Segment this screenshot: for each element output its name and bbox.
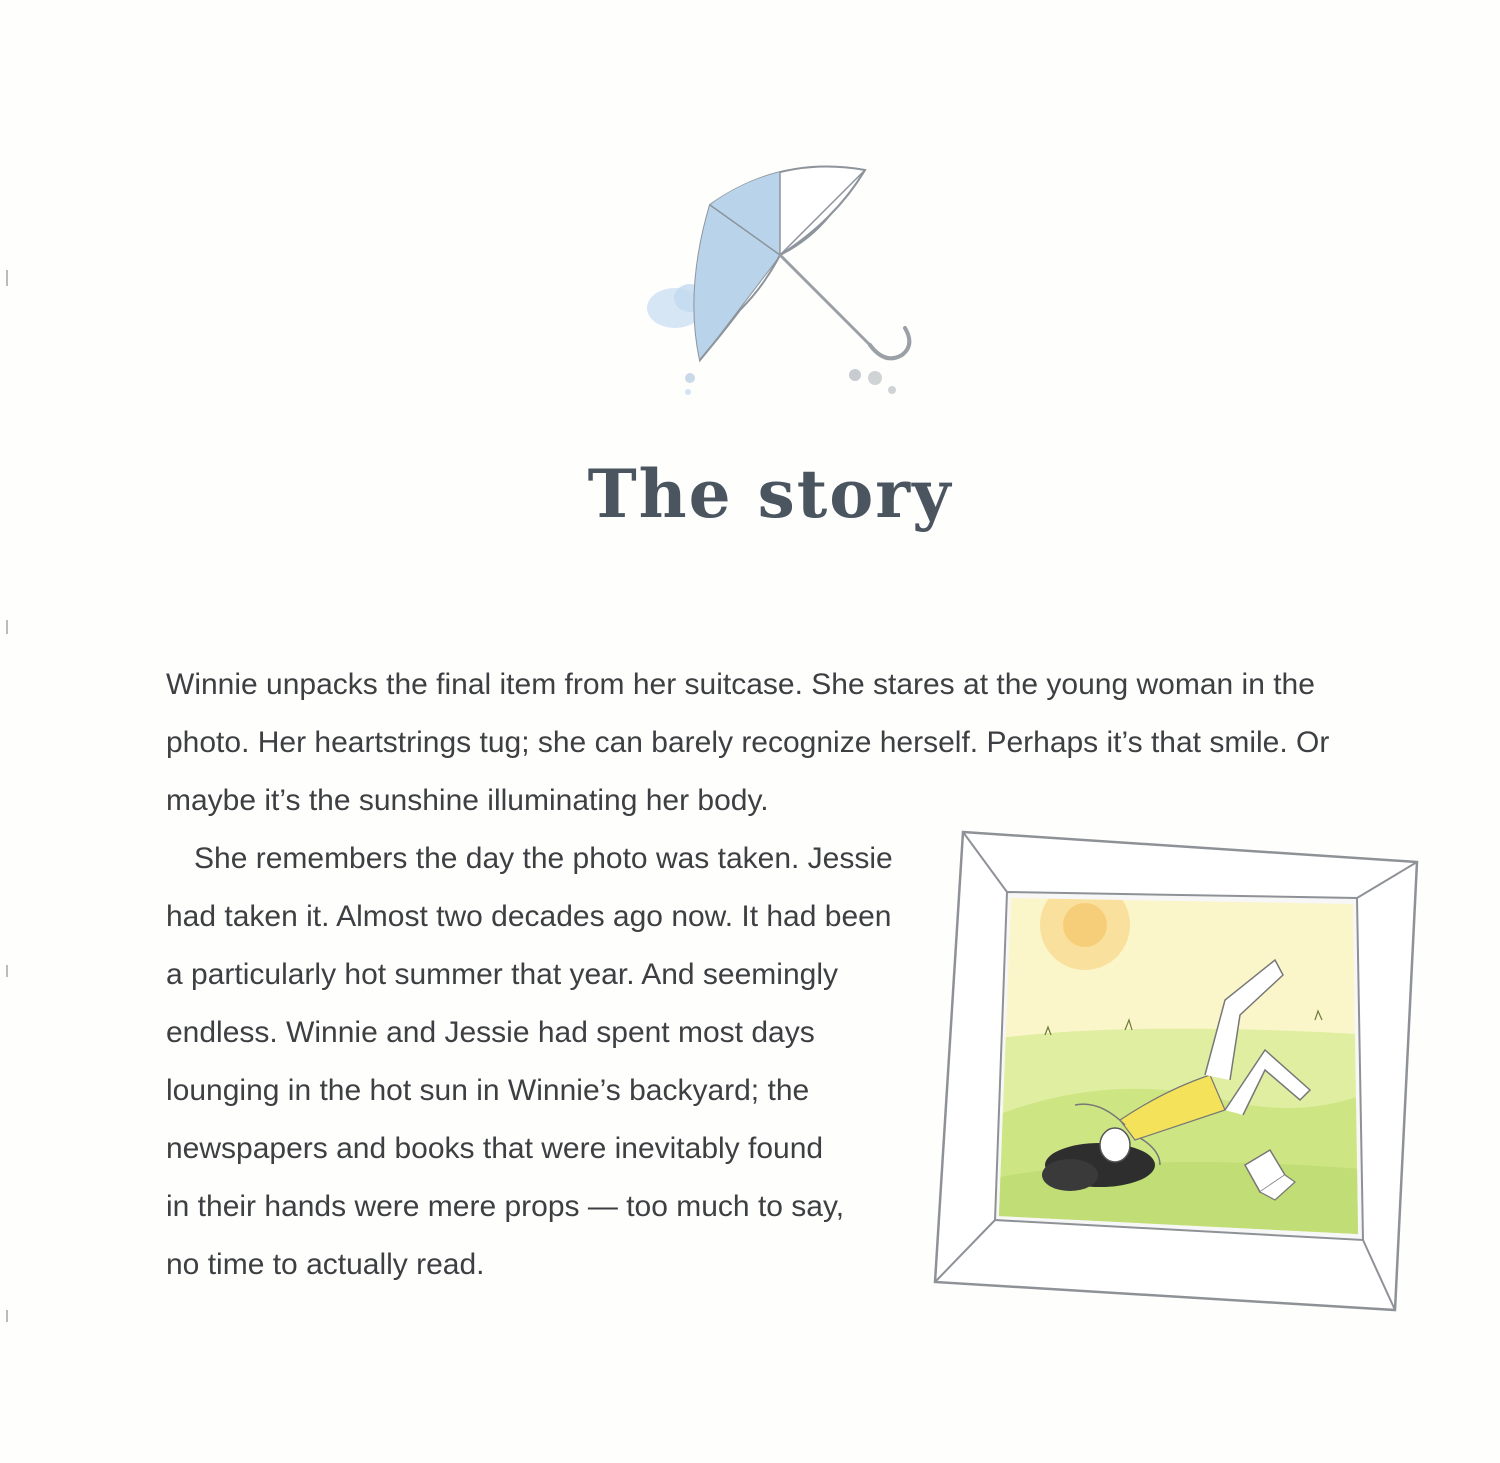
paragraph-line: no time to actually read. — [166, 1248, 485, 1281]
scan-mark — [6, 270, 8, 286]
story-paragraph-1: Winnie unpacks the final item from her suitcase. She stares at the young woman in the photo. Her heartstrings tug; she can barely recognize herself. Perhaps it’s that smile. Or maybe it’s the sunshine illuminating her body. — [166, 668, 1330, 817]
paragraph-line: newspapers and books that were inevitably found — [166, 1132, 824, 1165]
scan-mark — [6, 965, 8, 977]
paragraph-line: had taken it. Almost two decades ago now. It had been — [166, 900, 892, 933]
paragraph-line: She remembers the day the photo was taken. Jessie — [194, 842, 893, 875]
page-title: The story — [587, 455, 953, 533]
paragraph-line: endless. Winnie and Jessie had spent most days — [166, 1016, 815, 1049]
paragraph-line: lounging in the hot sun in Winnie’s backyard; the — [166, 1074, 810, 1107]
paragraph-line: in their hands were mere props — too much to say, — [166, 1190, 845, 1223]
framed-photo-illustration — [925, 820, 1435, 1325]
scan-mark — [6, 620, 8, 634]
paragraph-line: a particularly hot summer that year. And seemingly — [166, 958, 838, 991]
story-paragraph-2 — [166, 830, 936, 1294]
scan-mark — [6, 1310, 8, 1322]
umbrella-illustration — [630, 160, 930, 410]
